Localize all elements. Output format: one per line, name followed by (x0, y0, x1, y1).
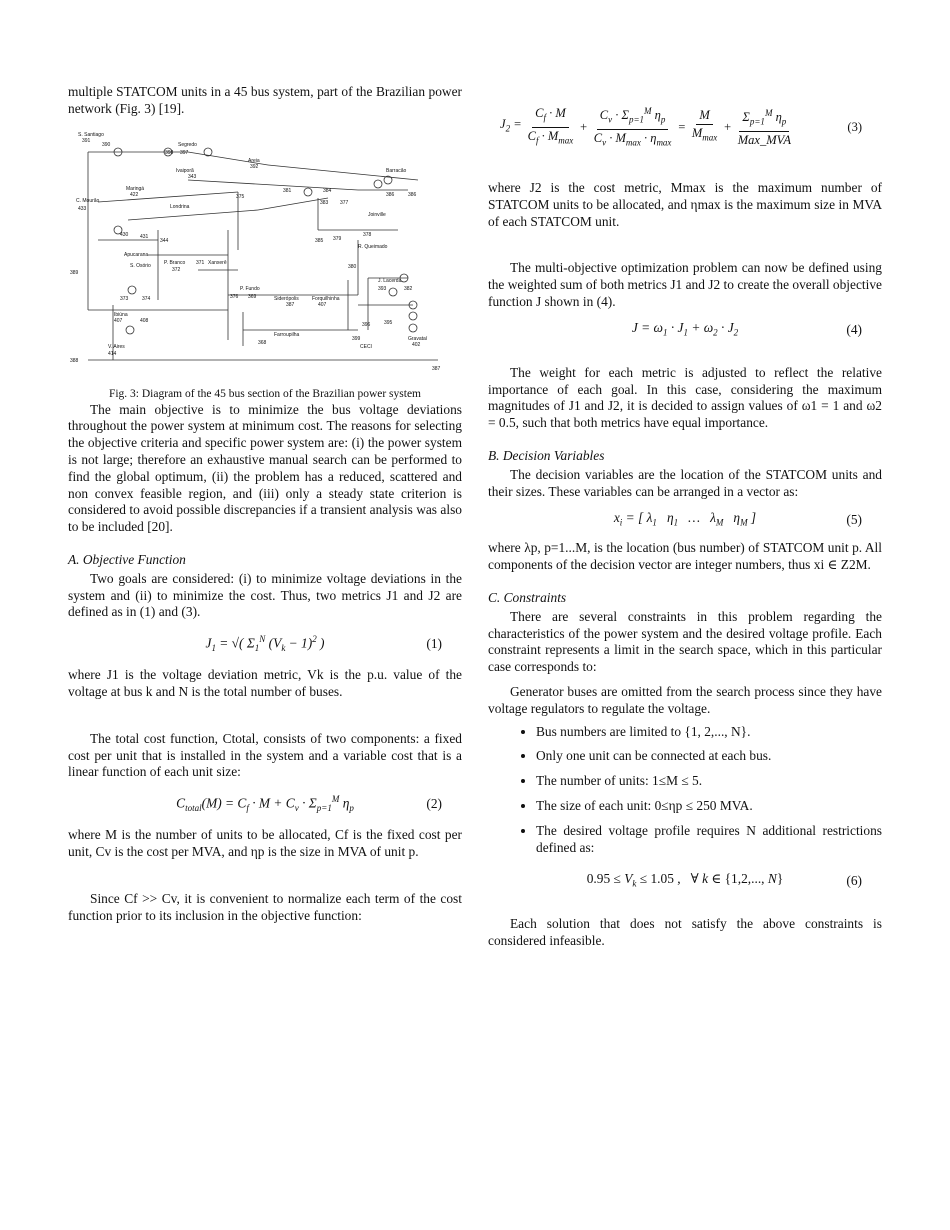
label-388: 388 (70, 357, 79, 364)
label-ibiuna: Ibiúna (114, 311, 128, 318)
label-forqui: Forquilhinha (312, 295, 340, 302)
equation-6: $0.95 \le V_k \le 1.05$ , ∀ k ∈ {1,2,..., N} (6) (586, 870, 862, 889)
label-386b: 386 (408, 191, 417, 198)
label-393: 393 (378, 285, 387, 292)
label-385: 385 (315, 237, 324, 244)
label-apucarana: Apucarana (124, 251, 149, 258)
label-maringa: Maringá (126, 185, 145, 192)
paragraph-main-objective: The main objective is to minimize the bus voltage deviations throughout the power system at minimum cost. The reasons for selecting the objective criteria and specific power system are: (i) the power system is not large; therefore an exhaustive manual search can be performed to find the global optimum, (ii) the problem has a reduced, scattered and non convex feasible region, and (iii) only a steady state criterion is considered to avoid possible discrepancies if a transient analysis was also to be included [20]. (68, 401, 462, 535)
label-fundo: P. Fundo (240, 285, 260, 292)
paragraph-generator-buses: Generator buses are omitted from the search process since they have voltage regulators to regulate the voltage. (488, 683, 882, 716)
label-381: 381 (283, 187, 292, 194)
label-branco: P. Branco (164, 259, 186, 266)
label-369: 369 (248, 293, 257, 300)
label-396: 396 (362, 321, 371, 328)
label-384: 384 (323, 187, 332, 194)
label-414: 414 (108, 350, 117, 357)
figure-3 (68, 130, 462, 401)
label-areia: Areia (248, 157, 260, 164)
constraints-list (488, 724, 882, 857)
paragraph-constraints-intro: There are several constraints in this problem regarding the characteristics of the power system and the desired voltage profile. Each constraint represents a limit in the search space, which in this particular case corresponds to: (488, 608, 882, 675)
label-373: 373 (120, 295, 129, 302)
label-farrou: Farroupilha (274, 331, 300, 338)
label-375: 375 (236, 193, 245, 200)
paragraph-infeasible: Each solution that does not satisfy the above constraints is considered infeasible. (488, 916, 882, 949)
equation-3: $J_2$ = $\frac{C_f \cdot M}{C_f \cdot M_{max}}$ + $\frac{C_v \cdot \Sigma_{p=1}^M \eta_p}{C_v \cdot M_{max} \cdot \eta_{max}}$ = $\frac{M}{M_{max}}$ + $\frac{\Sigma_{p=1}^M \eta_p}{\text{Max\_MVA}}$ (3) (488, 84, 882, 170)
left-column (68, 84, 462, 924)
label-392: 392 (250, 163, 259, 170)
label-lacerda: J. Lacerda (378, 277, 402, 284)
paragraph-decision-variables: The decision variables are the location of the STATCOM units and their sizes. These variables can be arranged in a vector as: (488, 466, 882, 499)
right-column (488, 84, 882, 950)
label-siderop: Siderópolis (274, 295, 299, 302)
label-395: 395 (384, 319, 393, 326)
equation-6-number: (6) (846, 872, 862, 888)
section-heading-constraints: C. Constraints (488, 589, 567, 605)
label-374: 374 (142, 295, 151, 302)
section-heading-objective: A. Objective Function (68, 551, 186, 567)
equation-4: $J = \omega_1 \cdot J_1 + \omega_2 \cdot J_2$ (4) (631, 320, 862, 338)
label-382: 382 (404, 285, 413, 292)
equation-1: $J_1$ = √( $\Sigma_1^N$ $(V_k - 1)^2$ ) (1) (205, 634, 442, 654)
label-433: 433 (78, 205, 87, 212)
label-387b: 387 (432, 365, 441, 372)
label-380: 380 (348, 263, 357, 270)
paragraph-j2-definition: where J2 is the cost metric, Mmax is the maximum number of STATCOM units to be allocated, and ηmax is the maximum size in MVA of each STATCOM unit. (488, 180, 882, 229)
equation-5-number: (5) (846, 511, 862, 527)
paragraph-two-goals: Two goals are considered: (i) to minimize voltage deviations in the system and (ii) to minimize the cost. Thus, two metrics J1 and J2 are defined as in (1) and (3). (68, 570, 462, 620)
label-368: 368 (258, 339, 267, 346)
equation-1-number: (1) (426, 635, 442, 651)
label-ceci: CECI (360, 343, 372, 350)
list-item: • The size of each unit: 0≤ηp ≤ 250 MVA. (536, 798, 882, 815)
label-371: 371 (196, 259, 205, 266)
label-378: 378 (363, 231, 372, 238)
list-item: • Only one unit can be connected at each bus. (536, 748, 882, 765)
label-408: 408 (140, 317, 149, 324)
label-430: 430 (120, 231, 129, 238)
paragraph-normalize: Since Cf >> Cv, it is convenient to normalize each term of the cost function prior to its inclusion in the objective function: (68, 890, 462, 923)
equation-2-number: (2) (426, 795, 442, 811)
label-mourao: C. Mourão (76, 197, 100, 204)
label-santiago: S. Santiago (78, 131, 104, 138)
label-372: 372 (172, 266, 181, 273)
label-aires: V. Aires (108, 343, 125, 350)
label-422: 422 (130, 191, 139, 198)
paragraph-lambda-definition: where λp, p=1...M, is the location (bus number) of STATCOM unit p. All components of the decision vector are integer numbers, thus xi ∈ Z2M. (488, 540, 882, 573)
label-399: 399 (352, 335, 361, 342)
equation-2: $C_{total}(M) = C_f \cdot M + C_v \cdot \Sigma_{p=1}^M$ $\eta_p$ (2) (176, 794, 442, 814)
label-431: 431 (140, 233, 149, 240)
figure-caption: Fig. 3: Diagram of the 45 bus section of the Brazilian power system (108, 388, 422, 401)
label-376: 376 (230, 293, 239, 300)
equation-5: $x_i$ = [ $\lambda_1$ $\eta_1$ … $\lambda_M$ $\eta_M$ ] (5) (613, 509, 862, 528)
label-387: 387 (286, 301, 295, 308)
label-398: 398 (165, 149, 174, 156)
intro-paragraph: multiple STATCOM units in a 45 bus system, part of the Brazilian power network (Fig. 3) [19]. (68, 84, 462, 116)
label-390: 390 (102, 141, 111, 148)
label-quei: R. Queimado (358, 243, 388, 250)
paragraph-multi-objective: The multi-objective optimization problem can now be defined using the weighted sum of both metrics J1 and J2 to create the overall objective function J shown in (4). (488, 260, 882, 309)
label-407: 407 (318, 301, 327, 308)
label-gravatai: Gravataí (408, 335, 428, 342)
label-xanxere: Xanxerê (208, 259, 227, 266)
equation-4-number: (4) (846, 322, 862, 338)
paragraph-total-cost: The total cost function, Ctotal, consists of two components: a fixed cost per unit that is installed in the system and a variable cost that is a linear function of each unit size: (68, 730, 462, 780)
bus-system-diagram (68, 130, 462, 380)
list-item: • The number of units: 1≤M ≤ 5. (536, 773, 882, 790)
section-heading-decision: B. Decision Variables (488, 447, 605, 463)
paragraph-j1-definition: where J1 is the voltage deviation metric, Vk is the p.u. value of the voltage at bus k and N is the total number of buses. (68, 667, 462, 699)
label-379: 379 (333, 235, 342, 242)
label-377: 377 (340, 199, 349, 206)
label-386a: 386 (386, 191, 395, 198)
paragraph-cost-definitions: where M is the number of units to be allocated, Cf is the fixed cost per unit, Cv is the cost per MVA, and ηp is the size in MVA of unit p. (68, 827, 462, 859)
label-397: 397 (180, 149, 189, 156)
label-osorio: S. Osório (130, 262, 151, 269)
label-joinville: Joinville (368, 211, 386, 218)
label-402: 402 (412, 341, 421, 348)
label-343: 343 (188, 173, 197, 180)
label-barracao: Barracão (386, 167, 407, 174)
list-item: • The desired voltage profile requires N additional restrictions defined as: (536, 823, 882, 857)
label-391: 391 (82, 137, 91, 144)
label-383: 383 (320, 199, 329, 206)
label-407b: 407 (114, 317, 123, 324)
paragraph-weights: The weight for each metric is adjusted to reflect the relative importance of each goal. In this case, considering the maximum magnitudes of J1 and J2, it is decided to assign values of ω1 = 1 and ω2 = 0.5, such that both metrics have equal importance. (488, 364, 882, 431)
label-londrina: Londrina (170, 203, 190, 210)
label-segredo: Segredo (178, 141, 197, 148)
label-ivaipora: Ivaiporã (176, 167, 194, 174)
label-344: 344 (160, 237, 169, 244)
list-item: • Bus numbers are limited to {1, 2,..., N}. (536, 724, 882, 741)
label-389: 389 (70, 269, 79, 276)
equation-3-number: (3) (847, 119, 862, 134)
